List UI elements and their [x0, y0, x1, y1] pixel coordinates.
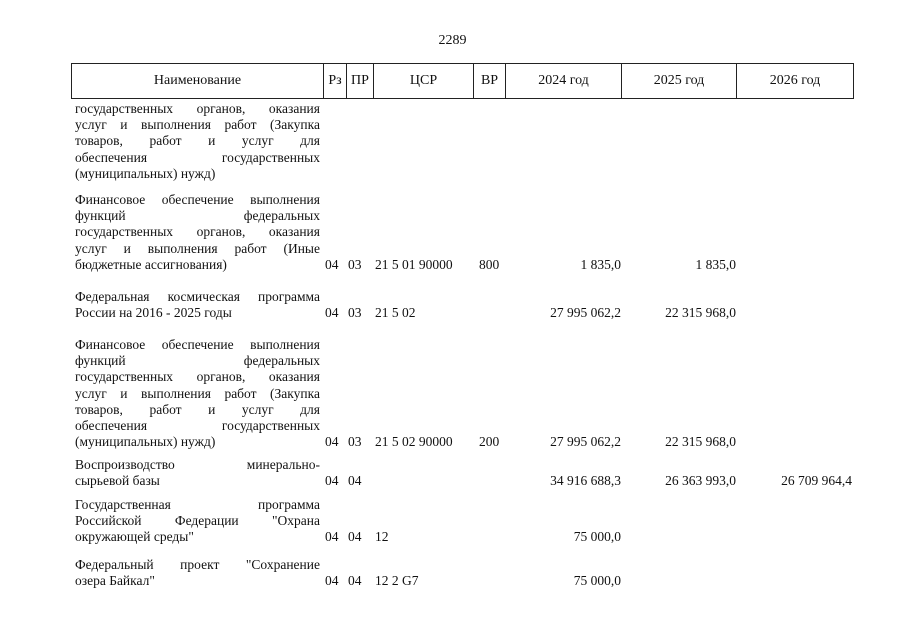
cell-2024: 34 916 688,3: [550, 473, 621, 489]
cell-rz: 04: [325, 305, 339, 321]
cell-pr: 03: [348, 434, 362, 450]
cell-2025: 26 363 993,0: [665, 473, 736, 489]
row-name-line: Федеральная космическая программа: [75, 289, 320, 304]
row-name-line: обеспечения государственных: [75, 418, 320, 434]
row-name-line: товаров, работ и услуг для: [75, 401, 320, 417]
cell-pr: 04: [348, 529, 362, 545]
cell-2025: 22 315 968,0: [665, 305, 736, 321]
cell-vr: 200: [479, 434, 500, 450]
row-name-line: Государственная программа: [75, 497, 320, 512]
cell-2024: 75 000,0: [573, 573, 621, 589]
cell-pr: 03: [348, 256, 362, 272]
cell-2025: 1 835,0: [695, 256, 736, 272]
row-name-line: бюджетные ассигнования): [75, 256, 227, 272]
cell-2024: 1 835,0: [580, 256, 621, 272]
cell-vr: 800: [479, 256, 500, 272]
cell-2024: 75 000,0: [573, 529, 621, 545]
row-name: [75, 192, 320, 273]
cell-2024: 27 995 062,2: [550, 305, 621, 321]
cell-pr: 04: [348, 573, 362, 589]
cell-2024: 27 995 062,2: [550, 434, 621, 450]
row-name-line: окружающей среды": [75, 529, 194, 545]
row-name: [75, 457, 320, 489]
cell-csr: 21 5 02: [375, 305, 416, 321]
header-year-2026: 2026 год: [769, 73, 821, 88]
cell-pr: 04: [348, 473, 362, 489]
header-year-2025: 2025 год: [622, 64, 737, 98]
row-name: [75, 557, 320, 589]
row-name-line: государственных органов, оказания: [75, 101, 320, 116]
cell-pr: 03: [348, 305, 362, 321]
cell-rz: 04: [325, 573, 339, 589]
header-name: Наименование: [72, 64, 324, 98]
row-name-line: России на 2016 - 2025 годы: [75, 305, 232, 321]
cell-2025: 22 315 968,0: [665, 434, 736, 450]
row-name-line: услуг и выполнения работ (Закупка: [75, 117, 320, 133]
cell-csr: 12 2 G7: [375, 573, 419, 589]
row-name-line: функций федеральных: [75, 353, 320, 369]
cell-rz: 04: [325, 529, 339, 545]
cell-rz: 04: [325, 434, 339, 450]
cell-csr: 21 5 01 90000: [375, 256, 453, 272]
row-name-line: Финансовое обеспечение выполнения: [75, 337, 320, 352]
table-header: [71, 63, 854, 99]
cell-2026: 26 709 964,4: [781, 473, 852, 489]
row-name: [75, 289, 320, 321]
header-vr: ВР: [474, 64, 506, 98]
cell-csr: 12: [375, 529, 389, 545]
row-name-line: (муниципальных) нужд): [75, 434, 216, 450]
row-name-line: озера Байкал": [75, 573, 155, 589]
row-name-line: сырьевой базы: [75, 473, 160, 489]
cell-rz: 04: [325, 473, 339, 489]
header-pr: ПР: [347, 64, 374, 98]
row-name-line: услуг и выполнения работ (Иные: [75, 240, 320, 256]
header-csr: ЦСР: [374, 64, 474, 98]
row-name-line: Российской Федерации "Охрана: [75, 513, 320, 529]
row-name-line: Федеральный проект "Сохранение: [75, 557, 320, 572]
header-year-2024: 2024 год: [506, 64, 622, 98]
row-name-line: государственных органов, оказания: [75, 224, 320, 240]
row-name-line: услуг и выполнения работ (Закупка: [75, 385, 320, 401]
header-rz: Рз: [324, 64, 347, 98]
cell-csr: 21 5 02 90000: [375, 434, 453, 450]
cell-rz: 04: [325, 256, 339, 272]
row-name-line: функций федеральных: [75, 208, 320, 224]
row-name: [75, 337, 320, 450]
row-name-line: товаров, работ и услуг для: [75, 133, 320, 149]
row-name-line: (муниципальных) нужд): [75, 165, 216, 181]
row-name-line: Воспроизводство минерально-: [75, 457, 320, 472]
page-number: 2289: [438, 33, 467, 48]
row-name-line: государственных органов, оказания: [75, 369, 320, 385]
row-name-line: обеспечения государственных: [75, 149, 320, 165]
row-name-line: Финансовое обеспечение выполнения: [75, 192, 320, 207]
row-name: [75, 497, 320, 546]
row-name: [75, 101, 320, 182]
